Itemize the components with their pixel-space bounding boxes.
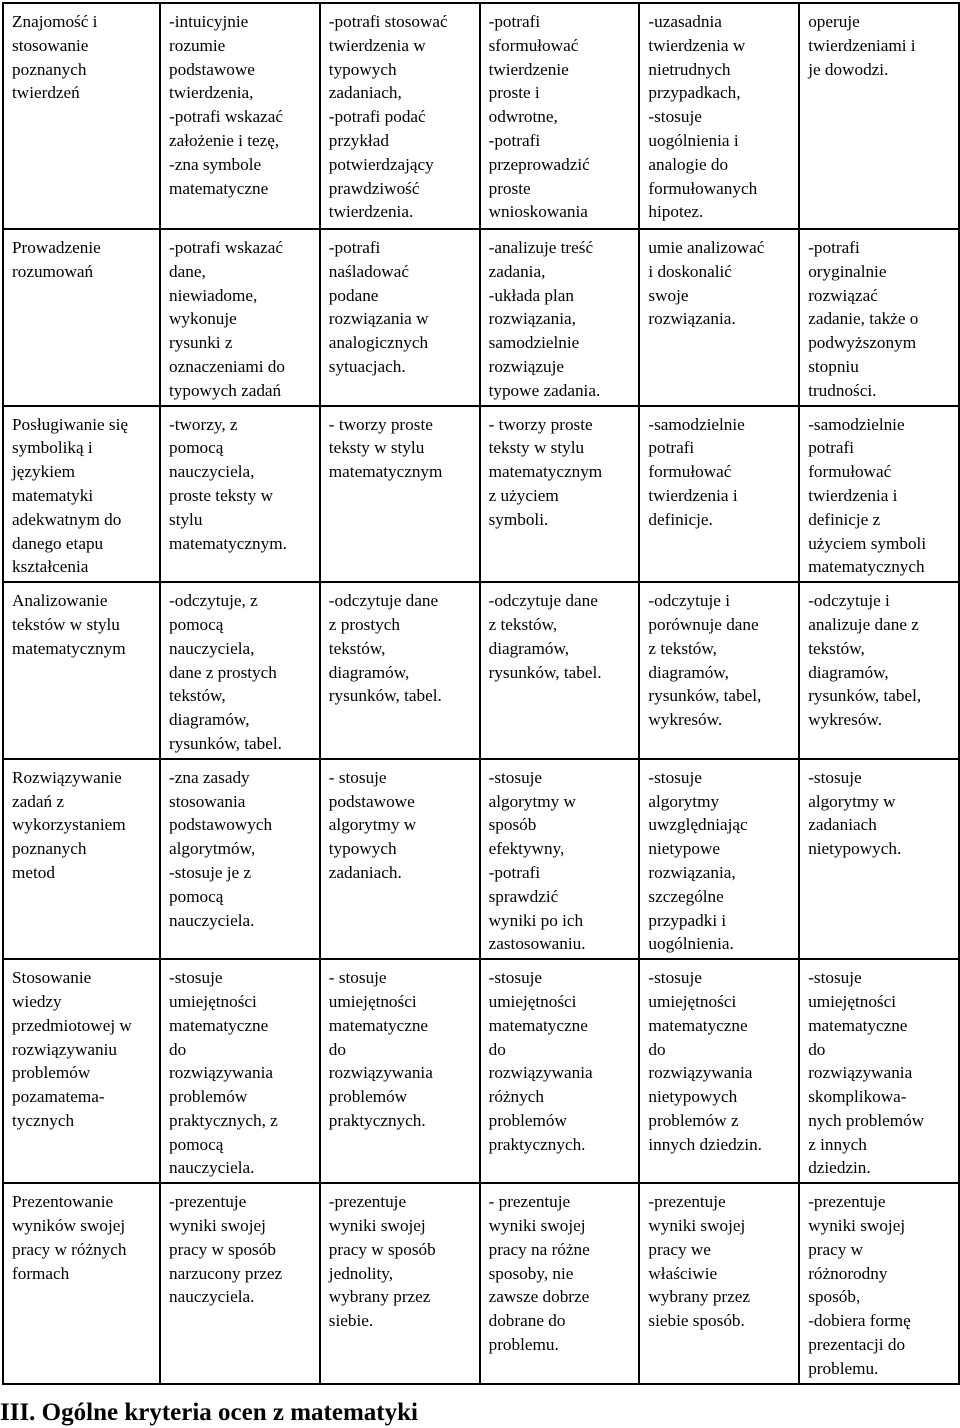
grade-description-text: -samodzielnie potrafi formułować twierdzenia i definicje z użyciem symboli matematycznych [808,414,927,577]
grade-description-cell [480,229,640,406]
grade-description-cell [799,3,959,229]
grade-description-text: -stosuje umiejętności matematyczne do rozwiązywania nietypowych problemów z innych dziedzin. [648,968,762,1154]
grade-description-text: -potrafi wskazać dane, niewiadome, wykonuje rysunki z oznaczeniami do typowych zadań [169,238,285,400]
criterion-label: Prezentowanie wyników swojej pracy w różnych formach [12,1192,127,1283]
grade-description-cell [480,406,640,583]
grade-description-text: umie analizować i doskonalić swoje rozwiązania. [648,238,765,329]
grade-description-text: -prezentuje wyniki swojej pracy w różnorodny sposób, -dobiera formę prezentacji do problemu. [808,1192,911,1378]
grade-description-text: -zna zasady stosowania podstawowych algorytmów, -stosuje je z pomocą nauczyciela. [169,767,273,930]
grade-description-cell [639,3,799,229]
grade-description-text: -samodzielnie potrafi formułować twierdzenia i definicje. [648,414,745,529]
grade-description-text: -stosuje umiejętności matematyczne do rozwiązywania skomplikowa- nych problemów z innych dziedzin. [808,968,925,1178]
grade-description-text: - stosuje umiejętności matematyczne do rozwiązywania problemów praktycznych. [328,968,433,1130]
grade-description-cell [639,759,799,959]
grade-description-text: - stosuje podstawowe algorytmy w typowych zadaniach. [328,767,417,882]
grade-description-cell [320,1183,480,1383]
grade-description-text: -stosuje algorytmy w zadaniach nietypowych. [808,767,902,859]
criterion-label: Prowadzenie rozumowań [12,238,101,281]
grade-description-cell [639,406,799,583]
criterion-cell [3,3,160,229]
grade-description-text: -odczytuje dane z prostych tekstów, diagramów, rysunków, tabel. [328,591,442,706]
section-heading: III. Ogólne kryteria ocen z matematyki [0,1399,418,1426]
grade-description-text: -prezentuje wyniki swojej pracy w sposób narzucony przez nauczyciela. [169,1192,283,1307]
criterion-label: Znajomość i stosowanie poznanych twierdzeń [12,12,98,103]
grade-description-cell [639,1183,799,1383]
grade-description-text: -potrafi naśladować podane rozwiązania w analogicznych sytuacjach. [328,238,429,376]
grade-description-cell [160,229,320,406]
grade-description-text: -tworzy, z pomocą nauczyciela, proste teksty w stylu matematycznym. [169,414,287,553]
criterion-cell [3,229,160,406]
grade-description-cell [639,229,799,406]
criterion-label: Rozwiązywanie zadań z wykorzystaniem poznanych metod [12,767,126,882]
table-row [3,759,959,959]
grade-description-cell [160,406,320,583]
grade-description-cell [160,759,320,959]
criteria-table-body [3,3,959,1384]
grade-description-text: - tworzy proste teksty w stylu matematycznym z użyciem symboli. [488,414,603,529]
grade-description-cell [320,959,480,1183]
grade-description-text: -odczytuje dane z tekstów, diagramów, rysunków, tabel. [488,591,602,682]
grade-description-cell [799,582,959,759]
table-row [3,959,959,1183]
grade-description-cell [799,959,959,1183]
grade-description-text: - prezentuje wyniki swojej pracy na różne sposoby, nie zawsze dobrze dobrane do problemu. [488,1192,590,1355]
grade-description-text: -stosuje umiejętności matematyczne do rozwiązywania problemów praktycznych, z pomocą nauczyciela. [169,968,278,1178]
grade-description-cell [799,406,959,583]
grade-description-cell [639,959,799,1183]
grade-description-cell [480,3,640,229]
grade-description-cell [799,759,959,959]
grade-description-text: operuje twierdzeniami i je dowodzi. [808,12,916,79]
grade-description-text: -prezentuje wyniki swojej pracy w sposób jednolity, wybrany przez siebie. [328,1192,436,1331]
grade-description-cell [480,582,640,759]
grade-description-text: -prezentuje wyniki swojej pracy we właściwie wybrany przez siebie sposób. [648,1192,751,1331]
grade-description-text: -potrafi stosować twierdzenia w typowych zadaniach, -potrafi podać przykład potwierdzający prawdziwość twierdzenia. [328,12,448,222]
grade-description-text: -stosuje umiejętności matematyczne do rozwiązywania różnych problemów praktycznych. [488,968,593,1154]
grade-description-cell [480,959,640,1183]
grade-description-text: -odczytuje i analizuje dane z tekstów, diagramów, rysunków, tabel, wykresów. [808,591,922,730]
grade-description-cell [160,582,320,759]
criterion-label: Posługiwanie się symboliką i językiem matematyki adekwatnym do danego etapu kształcenia [12,414,129,577]
criterion-cell [3,406,160,583]
grade-description-text: -potrafi oryginalnie rozwiązać zadanie, także o podwyższonym stopniu trudności. [808,238,919,400]
grade-description-text: -analizuje treść zadania, -układa plan rozwiązania, samodzielnie rozwiązuje typowe zadania. [488,238,601,400]
grade-description-text: -odczytuje i porównuje dane z tekstów, diagramów, rysunków, tabel, wykresów. [648,591,762,730]
criterion-cell [3,582,160,759]
criteria-table [2,2,960,1385]
grade-description-cell [160,1183,320,1383]
criterion-label: Stosowanie wiedzy przedmiotowej w rozwiązywaniu problemów pozamatema- tycznych [12,968,132,1130]
grade-description-text: -intuicyjnie rozumie podstawowe twierdzenia, -potrafi wskazać założenie i tezę, -zna symbole matematyczne [169,12,284,198]
table-row [3,3,959,229]
grade-description-text: -stosuje algorytmy uwzględniając nietypowe rozwiązania, szczególne przypadki i uogólnienia. [648,767,748,954]
grade-description-cell [320,759,480,959]
grade-description-cell [160,959,320,1183]
criterion-cell [3,1183,160,1383]
table-row [3,582,959,759]
grade-description-cell [320,582,480,759]
table-row [3,229,959,406]
criterion-label: Analizowanie tekstów w stylu matematycznym [12,591,126,658]
table-row [3,406,959,583]
grade-description-text: -stosuje algorytmy w sposób efektywny, -potrafi sprawdzić wyniki po ich zastosowaniu. [488,767,586,954]
criterion-cell [3,759,160,959]
grade-description-text: - tworzy proste teksty w stylu matematycznym [328,414,443,482]
grade-description-cell [320,3,480,229]
grade-description-text: -uzasadnia twierdzenia w nietrudnych przypadkach, -stosuje uogólnienia i analogie do formułowanych hipotez. [648,12,758,222]
grade-description-cell [160,3,320,229]
grade-description-text: -odczytuje, z pomocą nauczyciela, dane z prostych tekstów, diagramów, rysunków, tabel. [169,591,282,753]
grade-description-cell [480,1183,640,1383]
grade-description-cell [639,582,799,759]
grade-description-text: -potrafi sformułować twierdzenie proste i odwrotne, -potrafi przeprowadzić proste wnioskowania [488,12,590,222]
grade-description-cell [799,1183,959,1383]
grade-description-cell [320,229,480,406]
grade-description-cell [799,229,959,406]
grade-description-cell [480,759,640,959]
table-row [3,1183,959,1383]
criterion-cell [3,959,160,1183]
grade-description-cell [320,406,480,583]
